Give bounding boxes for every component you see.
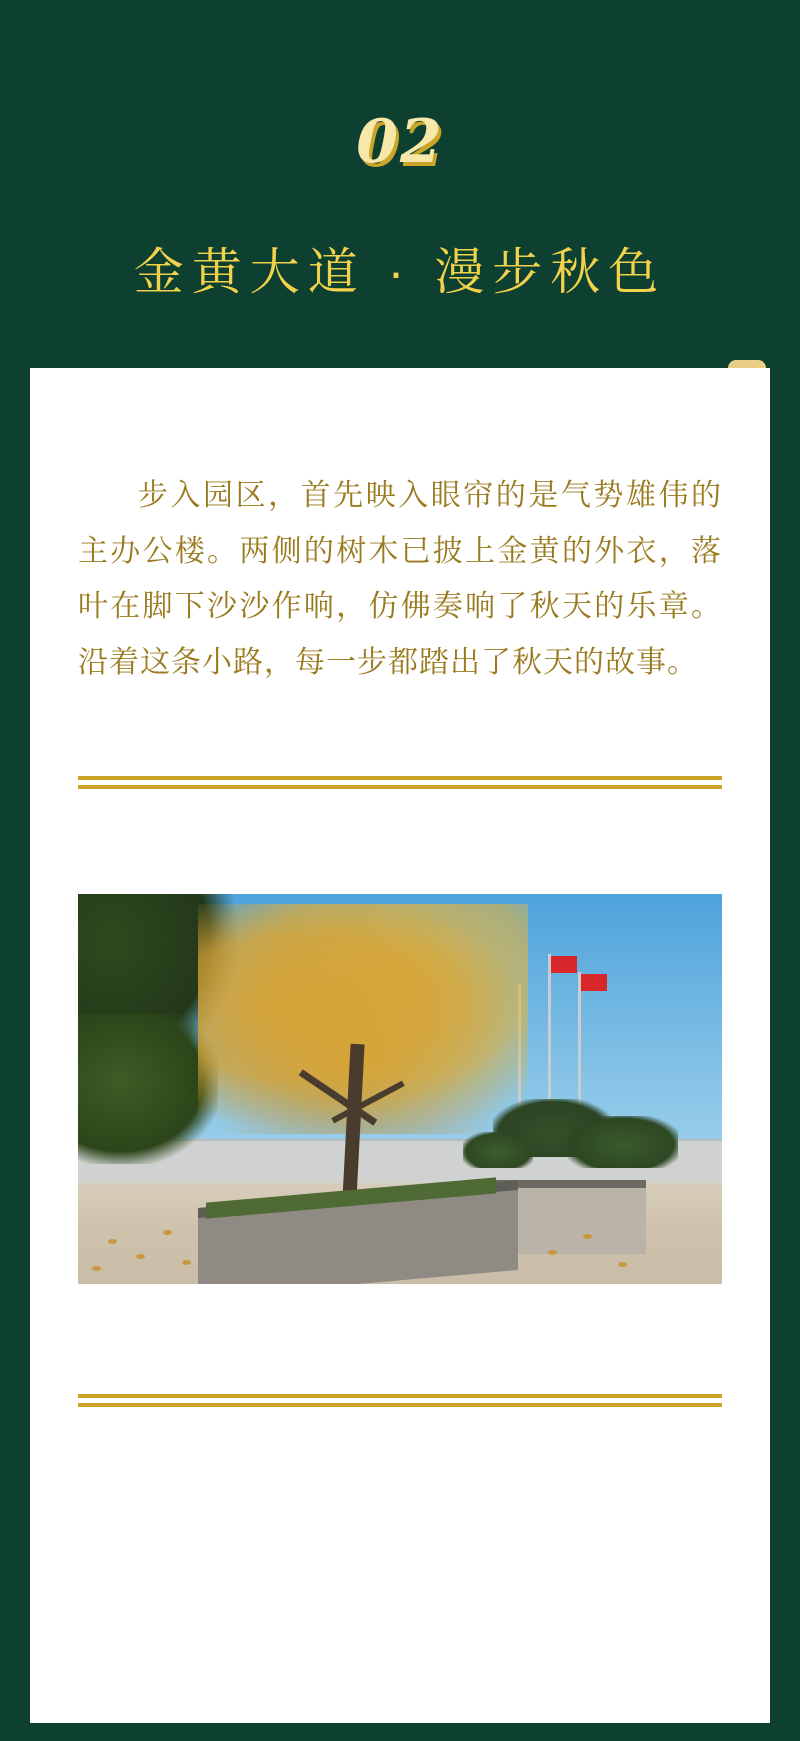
photo-left-foliage bbox=[78, 1014, 218, 1164]
photo-fallen-leaf bbox=[618, 1262, 627, 1267]
body-paragraph: 步入园区，首先映入眼帘的是气势雄伟的主办公楼。两侧的树木已披上金黄的外衣，落叶在脚下沙沙作响，仿佛奏响了秋天的乐章。沿着这条小路，每一步都踏出了秋天的故事。 bbox=[78, 479, 722, 679]
photo-flag bbox=[551, 956, 577, 973]
divider-top bbox=[78, 776, 722, 790]
photo-fallen-leaf bbox=[182, 1260, 191, 1265]
photo-bonsai-pine bbox=[463, 1132, 533, 1168]
photo-bonsai-pine bbox=[568, 1116, 678, 1168]
divider-line bbox=[78, 1403, 722, 1407]
photo-autumn-tree bbox=[78, 894, 722, 1284]
divider-bottom bbox=[78, 1394, 722, 1408]
section-number: 02 bbox=[356, 107, 444, 177]
content-card bbox=[30, 368, 770, 1723]
photo-flag bbox=[581, 974, 607, 991]
content-card-wrapper bbox=[0, 368, 800, 1723]
section-title: 金黄大道 · 漫步秋色 bbox=[133, 244, 667, 300]
photo-golden-canopy bbox=[198, 904, 528, 1134]
photo-fallen-leaf bbox=[163, 1230, 172, 1235]
photo-fallen-leaf bbox=[136, 1254, 145, 1259]
poster-header bbox=[0, 0, 800, 302]
divider-line bbox=[78, 776, 722, 780]
photo-fallen-leaf bbox=[108, 1239, 117, 1244]
divider-line bbox=[78, 785, 722, 789]
photo-fallen-leaf bbox=[548, 1250, 557, 1255]
divider-line bbox=[78, 1394, 722, 1398]
photo-fallen-leaf bbox=[92, 1266, 101, 1271]
photo-fallen-leaf bbox=[583, 1234, 592, 1239]
